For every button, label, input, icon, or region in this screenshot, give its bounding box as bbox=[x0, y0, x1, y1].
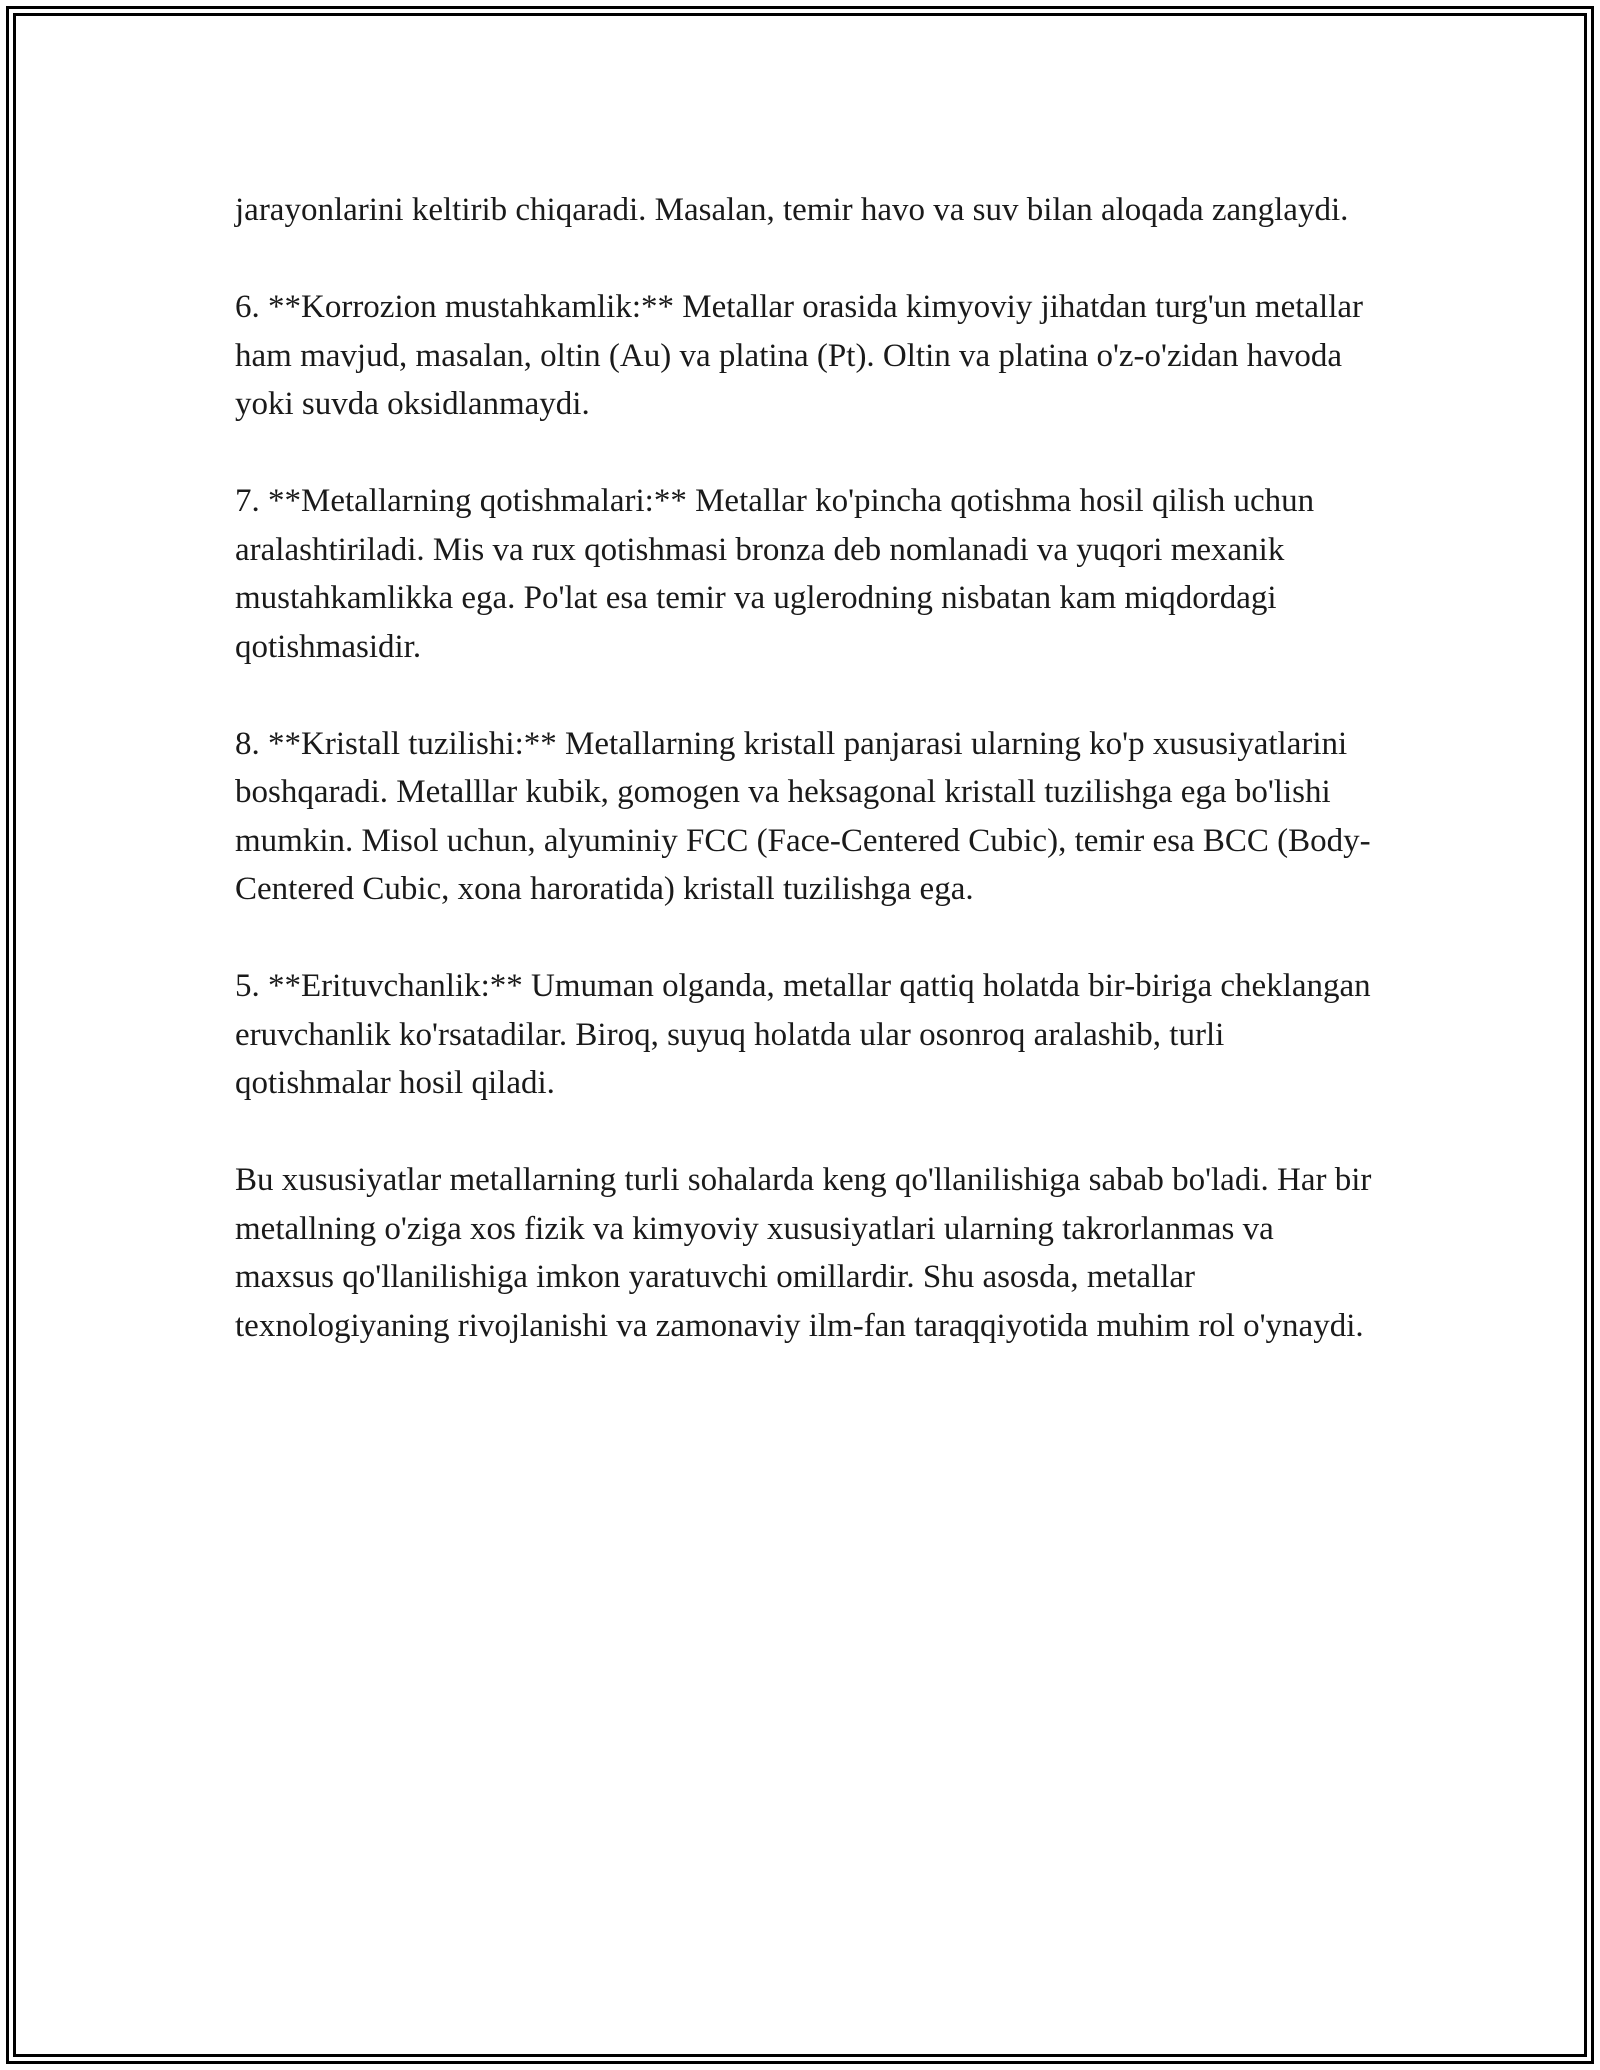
paragraph-metal-alloys: 7. **Metallarning qotishmalari:** Metallar ko'pincha qotishma hosil qilish uchun aralashtiriladi. Mis va rux qotishmasi bronza deb nomlanadi va yuqori mexanik mustahkamlikka ega. Po'lat esa temir va uglerodning nisbatan kam miqdordagi qotishmasidir. bbox=[235, 483, 1315, 665]
paragraph-corrosion-resistance: 6. **Korrozion mustahkamlik:** Metallar orasida kimyoviy jihatdan turg'un metallar ham mavjud, masalan, oltin (Au) va platina (Pt). Oltin va platina o'z-o'zidan havoda yoki suvda oksidlanmaydi. bbox=[235, 289, 1364, 422]
paragraph-conclusion: Bu xususiyatlar metallarning turli sohalarda keng qo'llanilishiga sabab bo'ladi. Har bir metallning o'ziga xos fizik va kimyoviy xususiyatlari ularning takrorlanmas va maxsus qo'llanilishiga imkon yaratuvchi omillardir. Shu asosda, metallar texnologiyaning rivojlanishi va zamonaviy ilm-fan taraqqiyotida muhim rol o'ynaydi. bbox=[235, 1162, 1372, 1344]
paragraph-corrosion-continuation: jarayonlarini keltirib chiqaradi. Masalan, temir havo va suv bilan aloqada zanglaydi. bbox=[235, 192, 1349, 228]
document-body bbox=[235, 186, 1375, 1399]
paragraph-solubility: 5. **Erituvchanlik:** Umuman olganda, metallar qattiq holatda bir-biriga cheklangan eruvchanlik ko'rsatadilar. Biroq, suyuq holatda ular osonroq aralashib, turli qotishmalar hosil qiladi. bbox=[235, 968, 1371, 1101]
paragraph-crystal-structure: 8. **Kristall tuzilishi:** Metallarning kristall panjarasi ularning ko'p xususiyatlarini boshqaradi. Metalllar kubik, gomogen va heksagonal kristall tuzilishga ega bo'lishi mumkin. Misol uchun, alyuminiy FCC (Face-Centered Cubic), temir esa BCC (Body-Centered Cubic, xona haroratida) kristall tuzilishga ega. bbox=[235, 725, 1371, 907]
